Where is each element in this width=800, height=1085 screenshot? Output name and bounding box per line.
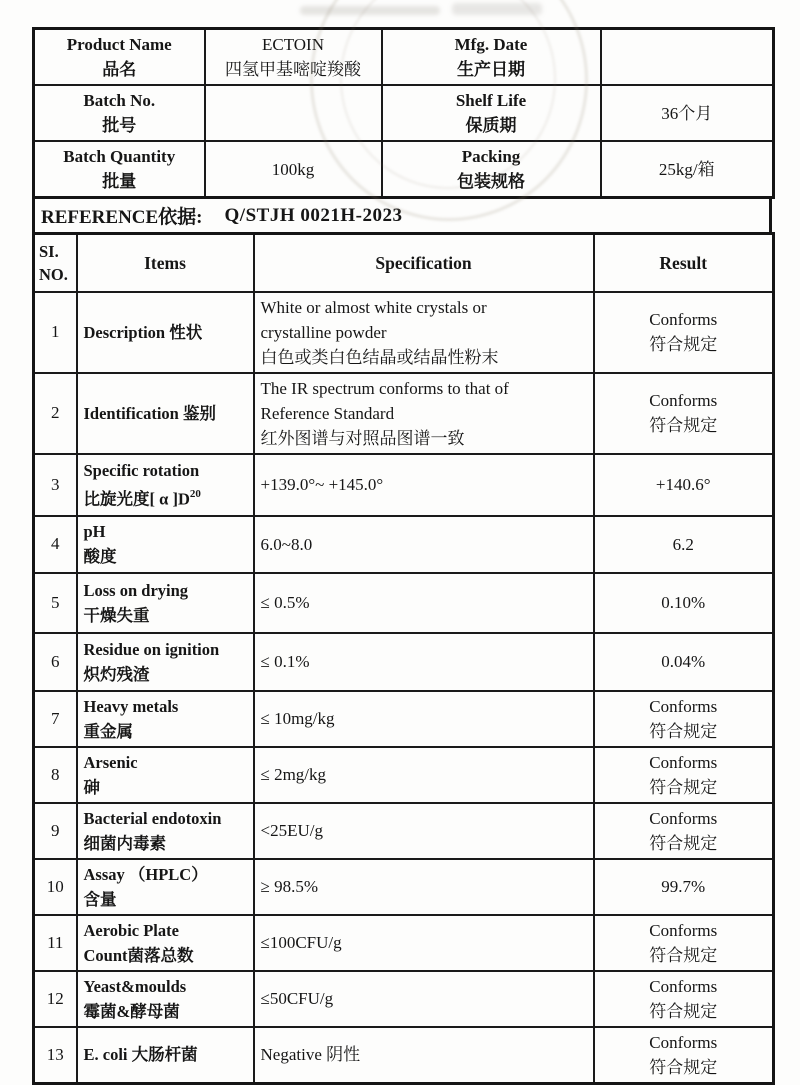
mfg-date-value bbox=[601, 29, 774, 86]
specification-line: Reference Standard bbox=[260, 403, 395, 423]
result-line: 符合规定 bbox=[649, 416, 718, 435]
spec-specification-cell bbox=[254, 691, 594, 747]
spec-result-cell bbox=[594, 915, 774, 971]
spec-result-cell bbox=[594, 573, 774, 633]
spec-result-cell bbox=[594, 803, 774, 859]
item-line bbox=[84, 483, 247, 512]
spec-row-number: 3 bbox=[34, 454, 77, 516]
batch-no-value bbox=[205, 85, 382, 141]
spec-row-number: 7 bbox=[34, 691, 77, 747]
result-line: Conforms bbox=[649, 920, 718, 940]
spec-row-number: 10 bbox=[34, 859, 77, 915]
result-line: Conforms bbox=[649, 391, 718, 410]
spec-specification-cell bbox=[254, 573, 594, 633]
item-line bbox=[84, 694, 247, 719]
label-en: Batch Quantity bbox=[63, 147, 176, 166]
spec-row-number: 1 bbox=[34, 292, 77, 373]
spec-item-cell bbox=[77, 803, 254, 859]
spec-item-cell bbox=[77, 747, 254, 803]
spec-result-cell bbox=[594, 747, 774, 803]
col-header-result: Result bbox=[594, 234, 774, 292]
spec-specification-cell bbox=[254, 747, 594, 803]
spec-specification-cell bbox=[254, 1027, 594, 1084]
result-line: 0.10% bbox=[661, 593, 706, 612]
spec-table-body bbox=[34, 234, 774, 1084]
item-line bbox=[84, 401, 247, 426]
specification-line: ≥ 98.5% bbox=[260, 877, 318, 896]
spec-specification-cell bbox=[254, 454, 594, 516]
reference-label: REFERENCE依据: bbox=[41, 207, 203, 228]
mfg-date-label bbox=[382, 29, 601, 86]
result-line: Conforms bbox=[649, 310, 718, 329]
item-line bbox=[84, 662, 247, 687]
spec-result-cell bbox=[594, 454, 774, 516]
item-text: E. coli 大肠杆菌 bbox=[83, 1045, 198, 1064]
result-line: Conforms bbox=[649, 976, 718, 996]
item-text: 比旋光度[ α ]D bbox=[83, 489, 190, 509]
item-line bbox=[84, 458, 247, 483]
item-text: Arsenic bbox=[83, 752, 138, 772]
item-line bbox=[84, 831, 247, 856]
item-line bbox=[84, 1042, 247, 1067]
item-text: 炽灼残渣 bbox=[83, 664, 150, 684]
label-cn: 批号 bbox=[102, 116, 137, 135]
batch-quantity-label bbox=[34, 141, 205, 198]
spec-specification-cell bbox=[254, 292, 594, 373]
item-text: Identification 鉴别 bbox=[83, 403, 216, 423]
result-line: Conforms bbox=[649, 752, 718, 772]
spec-result-cell bbox=[594, 633, 774, 691]
result-line: 99.7% bbox=[661, 877, 706, 896]
label-cn: 品名 bbox=[102, 60, 137, 79]
spec-item-cell bbox=[77, 971, 254, 1027]
item-line bbox=[84, 750, 247, 775]
spec-row bbox=[34, 573, 774, 633]
label-en: Shelf Life bbox=[455, 91, 527, 110]
result-line: 符合规定 bbox=[649, 945, 718, 965]
product-info-table bbox=[32, 27, 775, 199]
specification-line: ≤100CFU/g bbox=[260, 933, 342, 952]
label-en: Batch No. bbox=[83, 91, 156, 110]
spec-row bbox=[34, 292, 774, 373]
spec-row-number: 5 bbox=[34, 573, 77, 633]
spec-row-number: 11 bbox=[34, 915, 77, 971]
certificate-document bbox=[32, 27, 772, 1085]
item-line bbox=[84, 806, 247, 831]
result-line: 符合规定 bbox=[649, 721, 718, 741]
item-line bbox=[84, 887, 247, 912]
spec-specification-cell bbox=[254, 803, 594, 859]
item-text: 干燥失重 bbox=[83, 605, 150, 625]
scan-artifact bbox=[300, 6, 440, 15]
specification-line: ≤ 2mg/kg bbox=[260, 765, 327, 784]
result-line: Conforms bbox=[649, 808, 718, 828]
result-line: 符合规定 bbox=[649, 1057, 718, 1077]
item-line bbox=[84, 519, 247, 544]
spec-specification-cell bbox=[254, 373, 594, 454]
shelf-life-label bbox=[382, 85, 601, 141]
specification-line: ≤50CFU/g bbox=[260, 989, 334, 1008]
specification-line: 红外图谱与对照品图谱一致 bbox=[260, 428, 465, 448]
value-line: 25kg/箱 bbox=[658, 159, 715, 179]
item-text: 酸度 bbox=[83, 547, 117, 566]
spec-row bbox=[34, 454, 774, 516]
specification-line: 白色或类白色结晶或结晶性粉末 bbox=[260, 347, 499, 367]
item-line bbox=[84, 320, 247, 345]
value-line: 100kg bbox=[271, 159, 315, 179]
item-line bbox=[84, 544, 247, 569]
item-text: 细菌内毒素 bbox=[83, 833, 166, 853]
spec-row-number: 6 bbox=[34, 633, 77, 691]
spec-row bbox=[34, 747, 774, 803]
specification-line: ≤ 0.5% bbox=[260, 593, 310, 612]
label-cn: 保质期 bbox=[465, 116, 517, 135]
spec-header-row bbox=[34, 234, 774, 292]
spec-row-number: 4 bbox=[34, 516, 77, 573]
spec-result-cell bbox=[594, 516, 774, 573]
value-line: 36个月 bbox=[661, 103, 713, 123]
result-line: +140.6° bbox=[655, 475, 711, 494]
spec-row-number: 9 bbox=[34, 803, 77, 859]
spec-item-cell bbox=[77, 516, 254, 573]
packing-label bbox=[382, 141, 601, 198]
item-line bbox=[84, 918, 247, 943]
item-text: Heavy metals bbox=[83, 696, 179, 716]
batch-quantity-value bbox=[205, 141, 382, 198]
specification-line: ≤ 10mg/kg bbox=[260, 709, 335, 728]
item-text: Yeast&moulds bbox=[83, 976, 187, 996]
item-text: Specific rotation bbox=[83, 460, 200, 480]
result-line: 符合规定 bbox=[649, 833, 718, 853]
result-line: 符合规定 bbox=[649, 335, 718, 354]
result-line: Conforms bbox=[649, 696, 718, 716]
info-row-product bbox=[34, 29, 774, 86]
label-en: Packing bbox=[461, 147, 521, 166]
spec-row bbox=[34, 803, 774, 859]
result-line: 6.2 bbox=[672, 534, 694, 554]
spec-specification-cell bbox=[254, 971, 594, 1027]
product-name-value bbox=[205, 29, 382, 86]
spec-result-cell bbox=[594, 373, 774, 454]
spec-specification-cell bbox=[254, 915, 594, 971]
item-text: Aerobic Plate bbox=[83, 920, 179, 940]
spec-result-cell bbox=[594, 859, 774, 915]
spec-specification-cell bbox=[254, 859, 594, 915]
spec-row bbox=[34, 691, 774, 747]
result-line: 符合规定 bbox=[649, 777, 718, 797]
info-row-batch-no bbox=[34, 85, 774, 141]
item-line bbox=[84, 578, 247, 603]
specification-line: White or almost white crystals or bbox=[260, 297, 487, 317]
spec-item-cell bbox=[77, 373, 254, 454]
item-text: Loss on drying bbox=[83, 580, 189, 600]
specification-line: +139.0°~ +145.0° bbox=[260, 475, 384, 494]
label-en: Mfg. Date bbox=[454, 35, 528, 54]
spec-item-cell bbox=[77, 454, 254, 516]
item-text: Bacterial endotoxin bbox=[83, 808, 222, 828]
specification-line: ≤ 0.1% bbox=[260, 652, 310, 671]
spec-row bbox=[34, 516, 774, 573]
item-line bbox=[84, 974, 247, 999]
spec-row bbox=[34, 859, 774, 915]
specification-table bbox=[32, 232, 775, 1085]
info-row-batch-quantity bbox=[34, 141, 774, 198]
spec-row bbox=[34, 971, 774, 1027]
spec-item-cell bbox=[77, 1027, 254, 1084]
item-superscript: 20 bbox=[189, 487, 201, 500]
specification-line: The IR spectrum conforms to that of bbox=[260, 378, 509, 398]
col-header-si-no bbox=[34, 234, 77, 292]
item-text: Assay （HPLC） bbox=[83, 864, 208, 884]
spec-item-cell bbox=[77, 691, 254, 747]
shelf-life-value bbox=[601, 85, 774, 141]
specification-line: Negative 阴性 bbox=[260, 1045, 361, 1064]
spec-item-cell bbox=[77, 633, 254, 691]
result-line: 符合规定 bbox=[649, 1001, 718, 1021]
value-line: 四氢甲基嘧啶羧酸 bbox=[225, 60, 361, 79]
specification-line: <25EU/g bbox=[260, 821, 323, 840]
item-text: Residue on ignition bbox=[83, 639, 220, 659]
spec-result-cell bbox=[594, 292, 774, 373]
specification-line: crystalline powder bbox=[260, 322, 387, 342]
spec-item-cell bbox=[77, 292, 254, 373]
reference-value: Q/STJH 0021H-2023 bbox=[224, 204, 403, 226]
item-text: pH bbox=[83, 522, 106, 541]
spec-row bbox=[34, 373, 774, 454]
value-line: ECTOIN bbox=[261, 35, 324, 54]
spec-item-cell bbox=[77, 915, 254, 971]
spec-item-cell bbox=[77, 859, 254, 915]
batch-no-label bbox=[34, 85, 205, 141]
item-text: 霉菌&酵母菌 bbox=[83, 1001, 180, 1021]
spec-row-number: 2 bbox=[34, 373, 77, 454]
col-header-specification: Specification bbox=[254, 234, 594, 292]
spec-row-number: 13 bbox=[34, 1027, 77, 1084]
item-text: 砷 bbox=[83, 777, 100, 797]
item-text: Description 性状 bbox=[83, 322, 203, 342]
packing-value bbox=[601, 141, 774, 198]
item-text: Count菌落总数 bbox=[83, 945, 194, 965]
item-line bbox=[84, 719, 247, 744]
specification-line: 6.0~8.0 bbox=[260, 534, 313, 554]
spec-specification-cell bbox=[254, 633, 594, 691]
spec-row-number: 8 bbox=[34, 747, 77, 803]
header-text: SI. bbox=[39, 241, 59, 261]
header-text: NO. bbox=[39, 264, 68, 284]
label-en: Product Name bbox=[66, 35, 172, 54]
spec-result-cell bbox=[594, 971, 774, 1027]
spec-result-cell bbox=[594, 1027, 774, 1084]
item-text: 含量 bbox=[83, 889, 117, 909]
spec-row bbox=[34, 1027, 774, 1084]
item-line bbox=[84, 775, 247, 800]
label-cn: 生产日期 bbox=[457, 60, 525, 79]
item-line bbox=[84, 999, 247, 1024]
item-line bbox=[84, 943, 247, 968]
spec-item-cell bbox=[77, 573, 254, 633]
result-line: Conforms bbox=[649, 1032, 718, 1052]
product-name-label bbox=[34, 29, 205, 86]
spec-result-cell bbox=[594, 691, 774, 747]
item-text: 重金属 bbox=[83, 721, 133, 741]
spec-row-number: 12 bbox=[34, 971, 77, 1027]
col-header-items: Items bbox=[77, 234, 254, 292]
spec-row bbox=[34, 633, 774, 691]
label-cn: 批量 bbox=[102, 172, 137, 191]
result-line: 0.04% bbox=[661, 652, 706, 671]
label-cn: 包装规格 bbox=[457, 172, 525, 191]
item-line bbox=[84, 862, 247, 887]
item-line bbox=[84, 603, 247, 628]
spec-row bbox=[34, 915, 774, 971]
item-line bbox=[84, 637, 247, 662]
spec-specification-cell bbox=[254, 516, 594, 573]
reference-row bbox=[32, 196, 772, 235]
scan-artifact bbox=[452, 3, 542, 15]
